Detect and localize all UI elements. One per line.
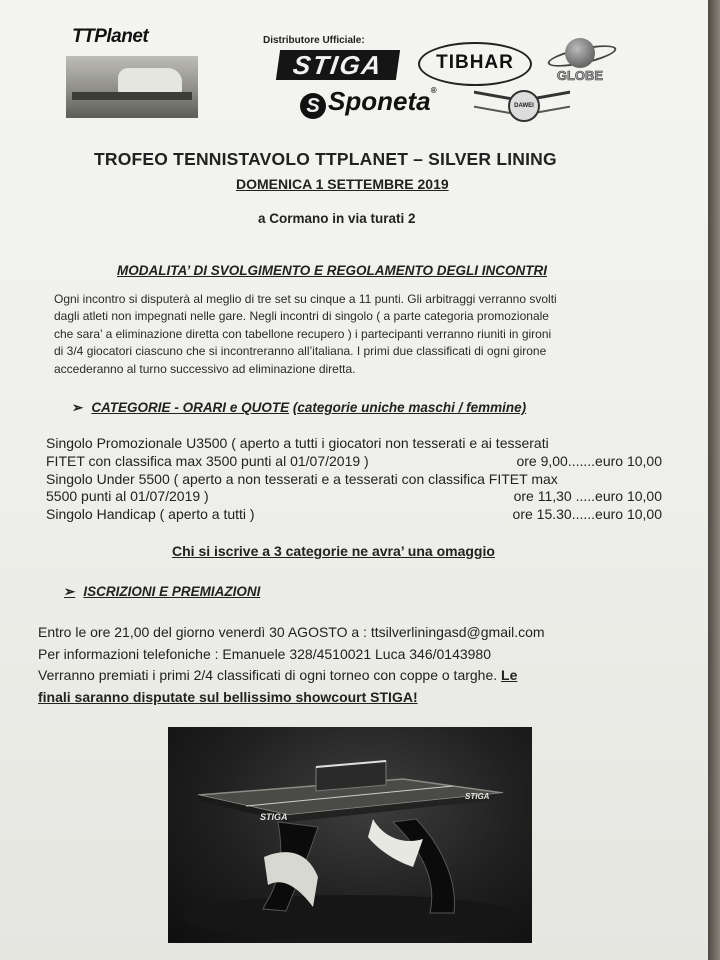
regulations-line: che sara’ a eliminazione diretta con tabellone recupero ) i partecipanti verranno riuniti in gironi bbox=[54, 326, 552, 341]
bonus-offer: Chi si iscrive a 3 categorie ne avra’ una omaggio bbox=[172, 543, 495, 559]
dawei-logo bbox=[474, 88, 570, 122]
regulations-heading: MODALITA’ DI SVOLGIMENTO E REGOLAMENTO DEGLI INCONTRI bbox=[117, 263, 548, 278]
regulations-line: accederanno al turno successivo ad eliminazione diretta. bbox=[54, 361, 356, 376]
stiga-logo: STIGA bbox=[276, 50, 400, 80]
tibhar-logo bbox=[418, 42, 532, 86]
arrow-bullet-icon: ➢ bbox=[64, 584, 76, 599]
globe-logo bbox=[545, 38, 615, 88]
regulations-line: dagli atleti non impegnati nelle gare. Negli incontri di singolo ( a parte categoria promozionale bbox=[54, 309, 549, 324]
category-time-fee: ore 15.30......euro 10,00 bbox=[512, 506, 662, 523]
distributor-label: Distributore Ufficiale: bbox=[263, 35, 365, 46]
categories-heading-text: CATEGORIE - ORARI e QUOTE bbox=[91, 400, 290, 415]
registration-heading-text: ISCRIZIONI E PREMIAZIONI bbox=[83, 584, 261, 599]
tibhar-logo-text: TIBHAR bbox=[436, 52, 514, 73]
registration-info bbox=[38, 622, 668, 708]
ttplanet-logo-text: TTPlanet bbox=[72, 26, 149, 47]
category-time-fee: ore 11,30 .....euro 10,00 bbox=[513, 488, 662, 505]
category-row bbox=[46, 435, 662, 453]
page-edge-background bbox=[708, 0, 720, 960]
categories-list bbox=[46, 435, 662, 524]
stiga-table-photo bbox=[168, 727, 532, 943]
svg-text:STIGA: STIGA bbox=[260, 812, 288, 822]
prizes-emphasis: Le bbox=[501, 667, 518, 683]
category-row bbox=[46, 488, 662, 506]
regulations-text bbox=[54, 291, 666, 378]
category-row bbox=[46, 453, 662, 471]
dawei-logo-text: DAWEI bbox=[508, 90, 540, 122]
svg-text:STIGA: STIGA bbox=[465, 792, 490, 801]
categories-heading bbox=[72, 400, 526, 416]
sponeta-logo-text: Sponeta bbox=[328, 86, 431, 116]
contact-phones: Per informazioni telefoniche : Emanuele 328/4510021 Luca 346/0143980 bbox=[38, 645, 491, 662]
prizes-text: Verranno premiati i primi 2/4 classificati di ogni torneo con coppe o targhe. bbox=[38, 667, 498, 683]
categories-heading-note: (categorie uniche maschi / femmine) bbox=[292, 400, 527, 415]
category-description: Singolo Promozionale U3500 ( aperto a tutti i giocatori non tesserati e ai tesserati bbox=[46, 435, 549, 451]
category-row bbox=[46, 506, 662, 524]
finals-line: finali saranno disputate sul bellissimo showcourt STIGA! bbox=[38, 688, 418, 705]
arrow-bullet-icon: ➢ bbox=[72, 400, 84, 415]
regulations-line: Ogni incontro si disputerà al meglio di tre set su cinque a 11 punti. Gli arbitraggi verranno svolti bbox=[54, 292, 557, 306]
sponeta-logo: S Sponeta® bbox=[300, 86, 436, 119]
registration-deadline: Entro le ore 21,00 del giorno venerdì 30 AGOSTO a : ttsilverliningasd@gmail.com bbox=[38, 624, 545, 640]
category-description: 5500 punti al 01/07/2019 ) bbox=[46, 488, 209, 505]
category-time-fee: ore 9,00.......euro 10,00 bbox=[516, 452, 662, 469]
table-tennis-table-icon bbox=[168, 727, 532, 943]
page-title: TROFEO TENNISTAVOLO TTPLANET – SILVER LINING bbox=[94, 149, 557, 169]
registration-heading bbox=[64, 584, 260, 600]
event-date: DOMENICA 1 SETTEMBRE 2019 bbox=[236, 176, 449, 192]
category-description: Singolo Handicap ( aperto a tutti ) bbox=[46, 506, 255, 523]
ttplanet-logo bbox=[72, 26, 198, 120]
prizes-line bbox=[38, 665, 668, 687]
category-row bbox=[46, 471, 662, 489]
category-description: Singolo Under 5500 ( aperto a non tesserati e a tesserati con classifica FITET max bbox=[46, 470, 558, 487]
category-description: FITET con classifica max 3500 punti al 01/07/2019 ) bbox=[46, 452, 369, 469]
event-location: a Cormano in via turati 2 bbox=[258, 211, 416, 226]
ttplanet-logo-photo bbox=[66, 56, 198, 118]
globe-logo-text: GLOBE bbox=[556, 68, 604, 83]
regulations-line: di 3/4 giocatori ciascuno che si incontreranno all’italiana. I primi due classificati di ogni girone bbox=[54, 344, 547, 359]
